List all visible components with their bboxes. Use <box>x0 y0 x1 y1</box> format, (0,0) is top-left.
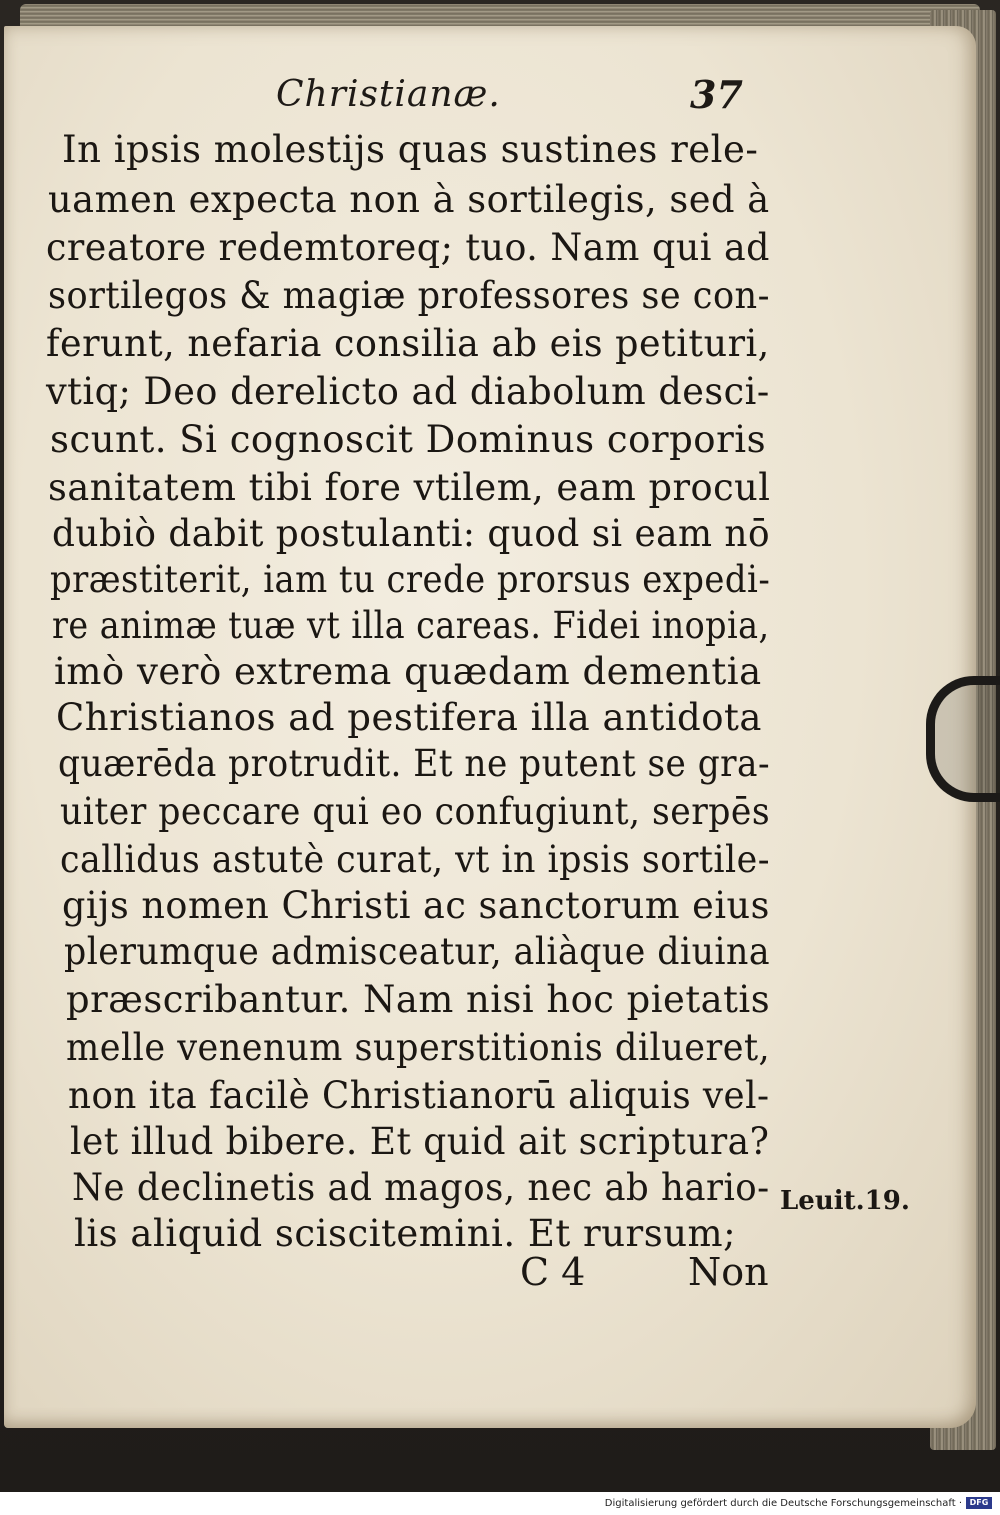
text-line: scunt. Si cognoscit Dominus corporis <box>50 418 767 461</box>
text-line: uiter peccare qui eo confugiunt, serpēs <box>60 790 771 833</box>
text-line: non ita facilè Christianorū aliquis vel- <box>68 1074 770 1117</box>
text-line: Christianos ad pestifera illa antidota <box>56 696 762 739</box>
page-number: 37 <box>690 72 743 117</box>
text-line: plerumque admisceatur, aliàque diuina <box>64 930 771 973</box>
text-line: præscribantur. Nam nisi hoc pietatis <box>66 978 771 1021</box>
text-line: creatore redemtoreq; tuo. Nam qui ad <box>46 226 770 269</box>
text-line: gijs nomen Christi ac sanctorum eius <box>62 884 770 927</box>
text-line: dubiò dabit postulanti: quod si eam nō <box>52 512 771 555</box>
text-line: imò verò extrema quædam dementia <box>54 650 762 693</box>
marginal-note: Leuit.19. <box>780 1186 910 1216</box>
text-line: lis aliquid sciscitemini. Et rursum; <box>74 1212 737 1255</box>
text-line: In ipsis molestijs quas sustines rele- <box>62 128 759 171</box>
text-line: præstiterit, iam tu crede prorsus expedi- <box>50 558 771 601</box>
footer-credit: Digitalisierung gefördert durch die Deutsche Forschungsgemeinschaft · <box>604 1498 962 1509</box>
text-line: quærēda protrudit. Et ne putent se gra- <box>58 742 771 785</box>
text-line: let illud bibere. Et quid ait scriptura? <box>70 1120 770 1163</box>
text-line: sortilegos & magiæ professores se con- <box>48 274 770 317</box>
text-line: melle venenum superstitionis dilueret, <box>66 1026 771 1069</box>
text-line: re animæ tuæ vt illa careas. Fidei inopia, <box>52 604 770 647</box>
catchword: Non <box>688 1250 769 1294</box>
text-line: Ne declinetis ad magos, nec ab hario- <box>72 1166 770 1209</box>
text-line: sanitatem tibi fore vtilem, eam procul <box>48 466 771 509</box>
text-line: ferunt, nefaria consilia ab eis petituri, <box>46 322 770 365</box>
signature-mark: C 4 <box>520 1250 586 1294</box>
book-clasp <box>926 676 1000 802</box>
dfg-logo: DFG <box>966 1497 992 1509</box>
text-line: callidus astutè curat, vt in ipsis sortile- <box>60 838 771 881</box>
text-line: uamen expecta non à sortilegis, sed à <box>48 178 770 221</box>
running-head: Christianæ. <box>276 74 501 115</box>
text-line: vtiq; Deo derelicto ad diabolum desci- <box>46 370 770 413</box>
